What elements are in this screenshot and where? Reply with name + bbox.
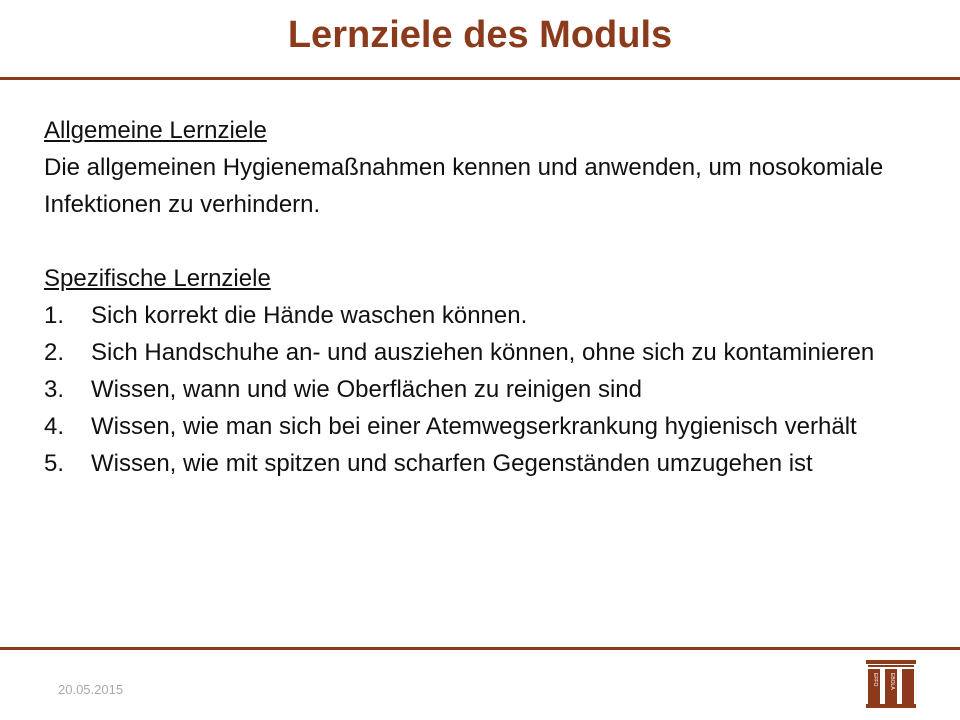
general-goals-heading: Allgemeine Lernziele (44, 117, 267, 144)
list-item-text: Sich Handschuhe an- und ausziehen können, ohne sich zu kontaminieren (91, 339, 875, 366)
content-body (44, 112, 924, 482)
list-item (44, 445, 924, 482)
slide-title: Lernziele des Moduls (287, 14, 673, 56)
list-item (44, 408, 924, 445)
general-goals-text: Die allgemeinen Hygienemaßnahmen kennen und anwenden, um nosokomiale Infektionen zu verhindern. (44, 154, 884, 218)
list-item-text: Sich korrekt die Hände waschen können. (91, 302, 528, 329)
svg-text:EFFO: EFFO (872, 673, 878, 687)
specific-goals-heading: Spezifische Lernziele (44, 265, 271, 292)
svg-text:EBOLA: EBOLA (889, 673, 895, 690)
list-item-number: 2. (44, 339, 65, 366)
list-item (44, 297, 924, 334)
list-item-text: Wissen, wie mit spitzen und scharfen Gegenständen umzugehen ist (91, 450, 813, 477)
specific-goals-list (44, 297, 924, 482)
list-item-text: Wissen, wie man sich bei einer Atemwegserkrankung hygienisch verhält (91, 413, 857, 440)
spacer (44, 223, 924, 260)
footer-divider (0, 647, 960, 650)
list-item-number: 3. (44, 376, 65, 403)
list-item-number: 4. (44, 413, 65, 440)
footer-date: 20.05.2015 (58, 682, 124, 697)
list-item (44, 371, 924, 408)
list-item-text: Wissen, wann und wie Oberflächen zu reinigen sind (91, 376, 642, 403)
list-item (44, 334, 924, 371)
title-divider (0, 77, 960, 80)
effo-ebola-logo (866, 660, 916, 708)
list-item-number: 1. (44, 302, 65, 329)
list-item-number: 5. (44, 450, 65, 477)
